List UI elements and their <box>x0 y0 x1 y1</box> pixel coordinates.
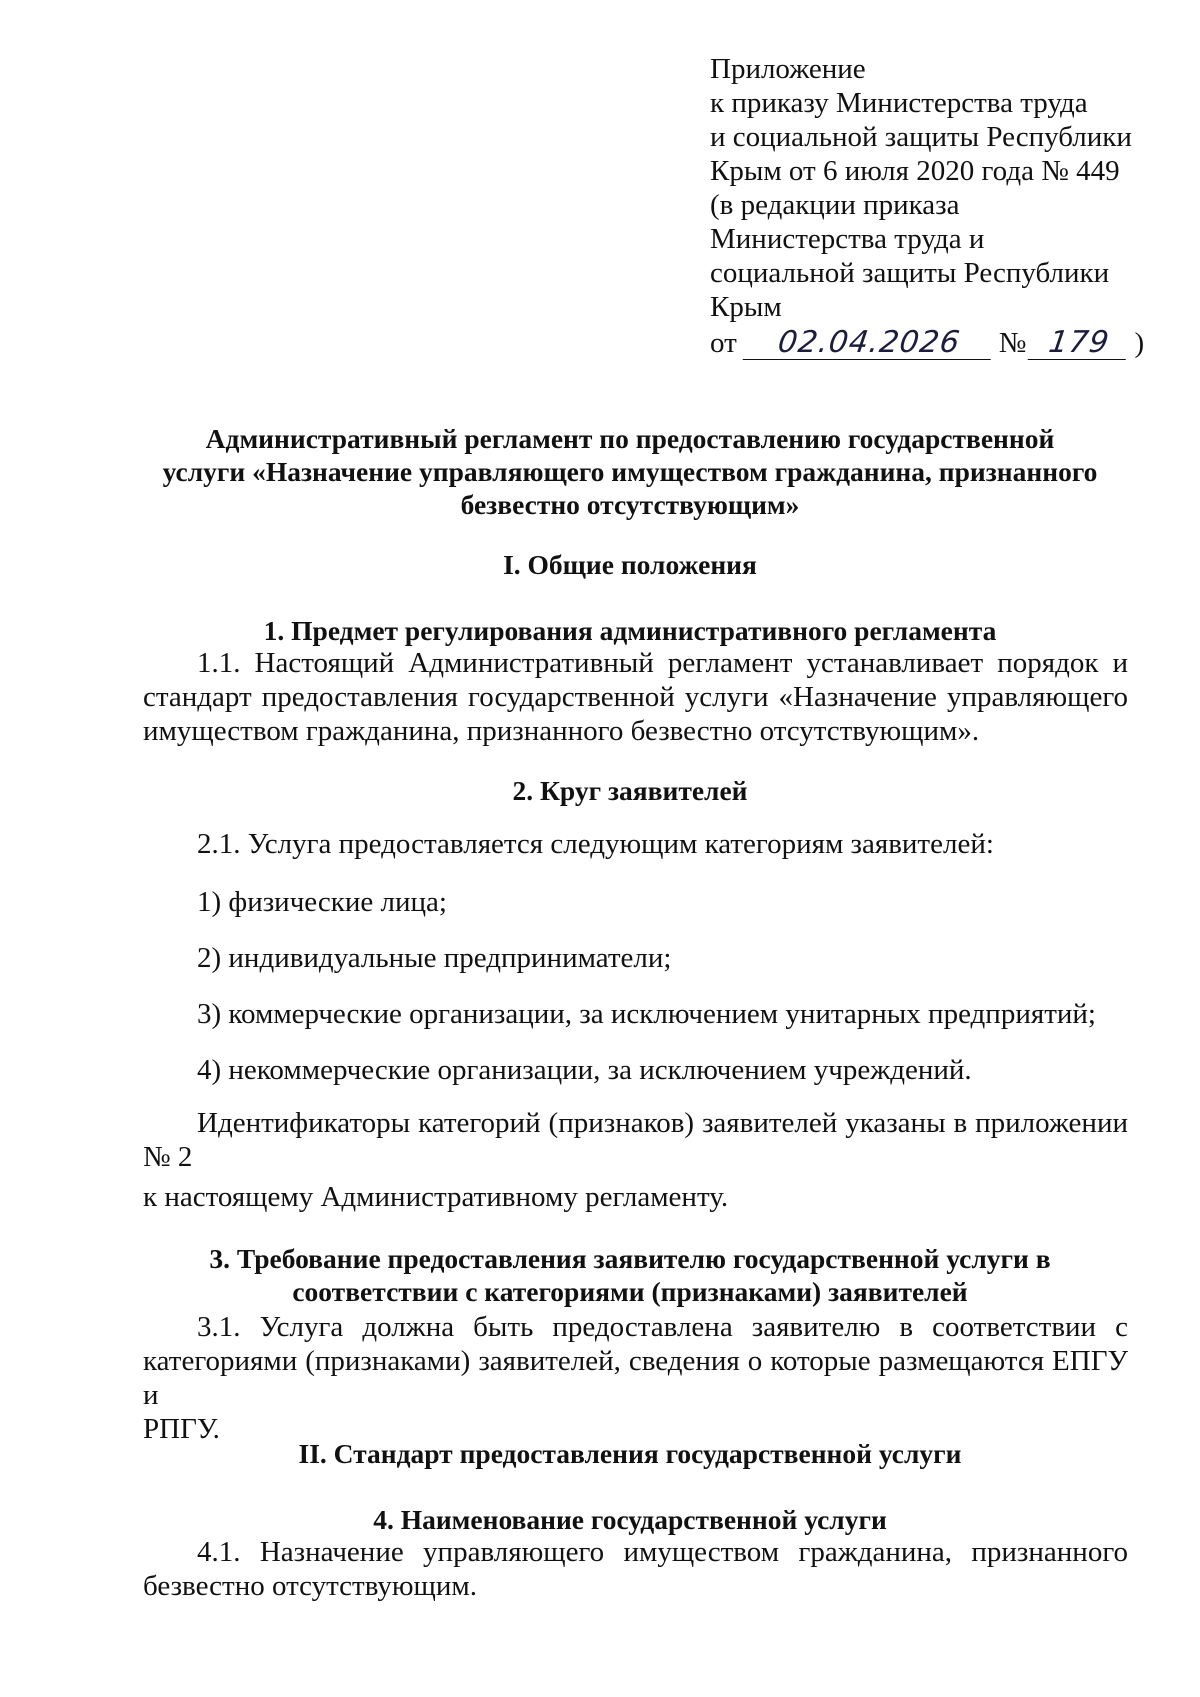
handwritten-date: 02.04.2026 <box>742 327 995 360</box>
identifiers-paragraph <box>143 1106 1128 1214</box>
appendix-line: Министерства труда и <box>710 223 985 255</box>
section-heading <box>135 1437 1125 1470</box>
list-item: 1) физические лица; <box>197 886 447 918</box>
handwritten-number: 179 <box>1028 327 1131 360</box>
paragraph-4-1 <box>143 1535 1128 1603</box>
paragraph-line: 1.1. Настоящий Административный регламент устанавливает порядок и <box>197 647 1128 679</box>
from-label: от <box>710 327 737 359</box>
list-item: 4) некоммерческие организации, за исключением учреждений. <box>197 1054 972 1086</box>
subsection-heading-text: 1. Предмет регулирования административного регламента <box>263 615 997 646</box>
document-title <box>135 422 1125 521</box>
paragraph-2-1: 2.1. Услуга предоставляется следующим категориям заявителей: <box>197 828 994 860</box>
appendix-line: Крым от 6 июля 2020 года № 449 <box>710 155 1120 187</box>
section-heading-text: I. Общие положения <box>503 549 757 580</box>
subsection-heading <box>135 1242 1125 1308</box>
subsection-heading <box>135 774 1125 807</box>
paragraph-line: к настоящему Административному регламенту. <box>143 1181 729 1213</box>
appendix-line: Крым <box>710 291 782 323</box>
title-line: услуги «Назначение управляющего имуществом гражданина, признанного <box>162 456 1098 487</box>
title-line: безвестно отсутствующим» <box>460 489 800 520</box>
paragraph-line: РПГУ. <box>143 1413 220 1445</box>
section-heading-text: II. Стандарт предоставления государственной услуги <box>298 1438 962 1469</box>
subsection-heading-text: 3. Требование предоставления заявителю государственной услуги в <box>209 1243 1051 1274</box>
subsection-heading-text: 4. Наименование государственной услуги <box>373 1504 887 1535</box>
paragraph-line: 3.1. Услуга должна быть предоставлена заявителю в соответствии с <box>197 1311 1128 1343</box>
paragraph-line: 4.1. Назначение управляющего имуществом гражданина, признанного <box>197 1536 1128 1568</box>
appendix-line: к приказу Министерства труда <box>710 87 1088 119</box>
closing-parenthesis: ) <box>1134 327 1145 359</box>
subsection-heading <box>135 1503 1125 1536</box>
paragraph-1-1 <box>143 646 1128 748</box>
appendix-line: (в редакции приказа <box>710 189 960 221</box>
order-reference-line <box>710 326 1170 360</box>
paragraph-line: безвестно отсутствующим. <box>143 1570 478 1602</box>
paragraph-line: № 2 <box>143 1141 193 1173</box>
subsection-heading-text: соответствии с категориями (признаками) заявителей <box>292 1276 968 1307</box>
appendix-line: и социальной защиты Республики <box>710 121 1132 153</box>
appendix-note <box>710 52 1170 360</box>
paragraph-line: Идентификаторы категорий (признаков) заявителей указаны в приложении <box>197 1107 1128 1139</box>
paragraph-line: категориями (признаками) заявителей, сведения о которые размещаются ЕПГУ и <box>143 1345 1128 1411</box>
subsection-heading <box>135 614 1125 647</box>
subsection-heading-text: 2. Круг заявителей <box>512 775 748 806</box>
paragraph-3-1 <box>143 1310 1128 1446</box>
number-label: № <box>998 327 1027 359</box>
paragraph-line: имуществом гражданина, признанного безвестно отсутствующим». <box>143 715 980 747</box>
title-line: Административный регламент по предоставлению государственной <box>205 423 1055 454</box>
appendix-line: социальной защиты Республики <box>710 257 1110 289</box>
section-heading <box>135 548 1125 581</box>
paragraph-line: стандарт предоставления государственной услуги «Назначение управляющего <box>143 681 1128 713</box>
list-item: 2) индивидуальные предприниматели; <box>197 942 672 974</box>
list-item: 3) коммерческие организации, за исключением унитарных предприятий; <box>197 998 1096 1030</box>
appendix-line: Приложение <box>710 53 866 85</box>
